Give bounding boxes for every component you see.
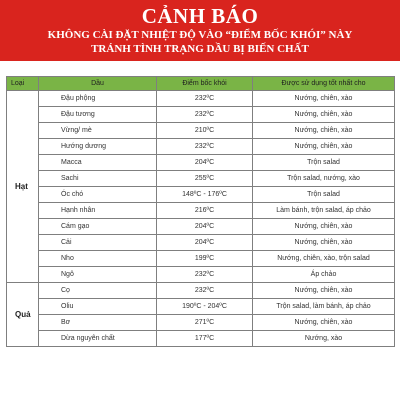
group-label: Hạt (7, 91, 39, 283)
smoke-point-cell: 271ºC (157, 315, 253, 331)
best-use-cell: Nướng, chiên, xào (253, 315, 395, 331)
header-best-use: Được sử dụng tốt nhất cho (253, 77, 395, 91)
smoke-point-cell: 190ºC - 204ºC (157, 299, 253, 315)
best-use-cell: Trộn salad (253, 187, 395, 203)
table-body (7, 91, 395, 347)
smoke-point-cell: 232ºC (157, 139, 253, 155)
oil-name-cell: Macca (39, 155, 157, 171)
table-row (7, 123, 395, 139)
smoke-point-cell: 232ºC (157, 91, 253, 107)
table-row (7, 235, 395, 251)
smoke-point-table (6, 76, 395, 347)
oil-name-cell: Bơ (39, 315, 157, 331)
oil-name-cell: Cải (39, 235, 157, 251)
oil-name-cell: Hướng dương (39, 139, 157, 155)
best-use-cell: Nướng, chiên, xào, trộn salad (253, 251, 395, 267)
best-use-cell: Nướng, xào (253, 331, 395, 347)
smoke-point-cell: 232ºC (157, 107, 253, 123)
banner-subtitle-line-1: KHÔNG CÀI ĐẶT NHIỆT ĐỘ VÀO “ĐIỂM BỐC KHÓI” NÀY (47, 29, 353, 41)
table-row (7, 219, 395, 235)
table-row (7, 283, 395, 299)
table-row (7, 139, 395, 155)
header-smoke-point: Điểm bốc khói (157, 77, 253, 91)
smoke-point-cell: 232ºC (157, 283, 253, 299)
best-use-cell: Nướng, chiên, xào (253, 123, 395, 139)
best-use-cell: Trộn salad (253, 155, 395, 171)
smoke-point-cell: 204ºC (157, 219, 253, 235)
best-use-cell: Làm bánh, trộn salad, áp chảo (253, 203, 395, 219)
banner-subtitle-line-2: TRÁNH TÌNH TRẠNG DẦU BỊ BIẾN CHẤT (91, 43, 309, 55)
smoke-point-cell: 210ºC (157, 123, 253, 139)
best-use-cell: Nướng, chiên, xào (253, 219, 395, 235)
table-row (7, 203, 395, 219)
header-oil: Dầu (39, 77, 157, 91)
oil-name-cell: Cám gạo (39, 219, 157, 235)
oil-name-cell: Sachi (39, 171, 157, 187)
best-use-cell: Nướng, chiên, xào (253, 91, 395, 107)
table-row (7, 251, 395, 267)
oil-name-cell: Đậu phộng (39, 91, 157, 107)
best-use-cell: Nướng, chiên, xào (253, 139, 395, 155)
oil-name-cell: Nho (39, 251, 157, 267)
oil-name-cell: Ngô (39, 267, 157, 283)
oil-name-cell: Cọ (39, 283, 157, 299)
table-row (7, 299, 395, 315)
smoke-point-cell: 177ºC (157, 331, 253, 347)
table-row (7, 315, 395, 331)
table-row (7, 107, 395, 123)
table-header-row (7, 77, 395, 91)
oil-name-cell: Oliu (39, 299, 157, 315)
table-row (7, 331, 395, 347)
oil-name-cell: Hạnh nhân (39, 203, 157, 219)
smoke-point-cell: 216ºC (157, 203, 253, 219)
table-row (7, 171, 395, 187)
oil-name-cell: Đậu tương (39, 107, 157, 123)
warning-banner (0, 0, 400, 61)
oil-name-cell: Óc chó (39, 187, 157, 203)
smoke-point-cell: 148ºC - 176ºC (157, 187, 253, 203)
best-use-cell: Trộn salad, nướng, xào (253, 171, 395, 187)
oil-name-cell: Dừa nguyên chất (39, 331, 157, 347)
table-row (7, 267, 395, 283)
best-use-cell: Nướng, chiên, xào (253, 283, 395, 299)
smoke-point-table-container (6, 76, 394, 347)
smoke-point-cell: 204ºC (157, 155, 253, 171)
best-use-cell: Nướng, chiên, xào (253, 235, 395, 251)
smoke-point-cell: 232ºC (157, 267, 253, 283)
group-label: Quả (7, 283, 39, 347)
table-row (7, 187, 395, 203)
best-use-cell: Trộn salad, làm bánh, áp chảo (253, 299, 395, 315)
smoke-point-cell: 255ºC (157, 171, 253, 187)
best-use-cell: Nướng, chiên, xào (253, 107, 395, 123)
table-row (7, 91, 395, 107)
table-row (7, 155, 395, 171)
best-use-cell: Áp chảo (253, 267, 395, 283)
header-group: Loại (7, 77, 39, 91)
banner-title: CẢNH BÁO (141, 4, 259, 28)
smoke-point-cell: 199ºC (157, 251, 253, 267)
oil-name-cell: Vừng/ mè (39, 123, 157, 139)
smoke-point-cell: 204ºC (157, 235, 253, 251)
